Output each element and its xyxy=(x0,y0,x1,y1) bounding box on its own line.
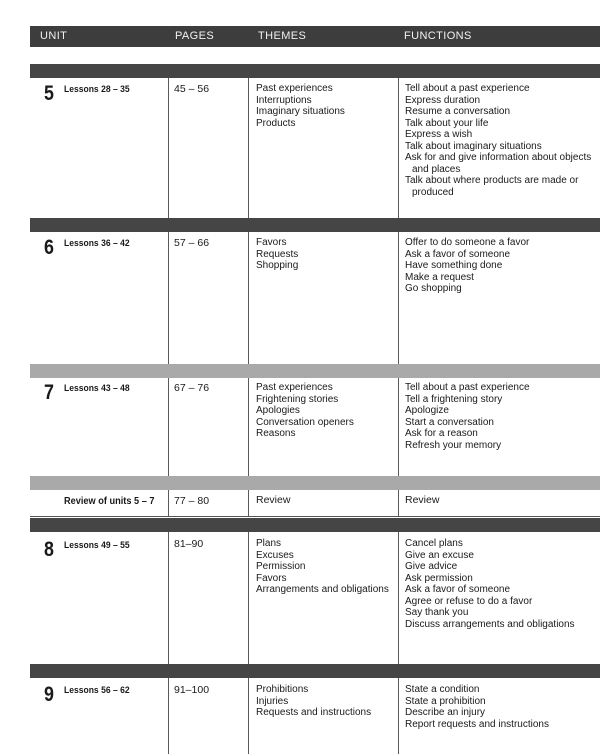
theme-item: Requests and instructions xyxy=(256,707,372,718)
table-header xyxy=(30,26,600,47)
function-item: Express a wish xyxy=(405,129,473,140)
theme-item: Arrangements and obligations xyxy=(256,584,389,595)
divider xyxy=(398,378,399,476)
unit-lessons: Lessons 49 – 55 xyxy=(64,540,130,551)
function-item: Report requests and instructions xyxy=(405,718,549,730)
unit-number: 8 xyxy=(44,538,54,561)
function-item: Cancel plans xyxy=(405,538,463,549)
divider xyxy=(168,232,169,364)
unit-themes xyxy=(256,382,396,440)
function-item: State a prohibition xyxy=(405,695,486,707)
divider xyxy=(168,532,169,664)
unit-7-band xyxy=(30,364,600,378)
function-item: produced xyxy=(412,186,454,198)
unit-lessons: Lessons 43 – 48 xyxy=(64,383,130,394)
divider xyxy=(168,490,169,516)
function-item: Ask for and give information about objects xyxy=(405,152,592,163)
header-unit: UNIT xyxy=(40,30,68,42)
divider xyxy=(398,78,399,218)
function-item: Have something done xyxy=(405,260,503,271)
divider xyxy=(248,378,249,476)
function-item: Discuss arrangements and obligations xyxy=(405,618,575,630)
unit-lessons: Lessons 56 – 62 xyxy=(64,685,130,696)
unit-functions xyxy=(405,237,595,295)
theme-item: Products xyxy=(256,117,296,129)
unit-pages: 57 – 66 xyxy=(174,237,210,249)
function-item: Give an excuse xyxy=(405,549,474,561)
unit-themes xyxy=(256,237,396,272)
unit-number: 9 xyxy=(44,683,54,706)
function-item: Talk about your life xyxy=(405,117,489,129)
header-pages: PAGES xyxy=(175,30,215,42)
function-item: Go shopping xyxy=(405,283,462,294)
unit-pages: 81–90 xyxy=(174,538,204,550)
unit-6-band xyxy=(30,218,600,232)
header-themes: THEMES xyxy=(258,30,307,42)
unit-themes xyxy=(256,538,396,596)
function-item: Tell about a past experience xyxy=(405,382,530,393)
unit-number: 7 xyxy=(44,381,54,404)
function-item: Ask for a reason xyxy=(405,428,478,439)
theme-item: Prohibitions xyxy=(256,684,309,695)
unit-number: 6 xyxy=(44,236,54,259)
function-item: Agree or refuse to do a favor xyxy=(405,595,533,607)
unit-lessons: Lessons 36 – 42 xyxy=(64,238,130,249)
review-band xyxy=(30,476,600,490)
theme-item: Past experiences xyxy=(256,382,333,393)
review-function: Review xyxy=(405,494,440,506)
theme-item: Imaginary situations xyxy=(256,106,345,117)
theme-item: Conversation openers xyxy=(256,416,354,428)
theme-item: Shopping xyxy=(256,260,299,271)
unit-functions xyxy=(405,83,595,198)
function-item: Express duration xyxy=(405,94,481,106)
theme-item: Plans xyxy=(256,538,282,549)
review-label: Review of units 5 – 7 xyxy=(64,496,155,507)
unit-functions xyxy=(405,382,595,451)
function-item: Tell a frightening story xyxy=(405,393,503,405)
divider xyxy=(168,378,169,476)
function-item: Ask a favor of someone xyxy=(405,248,511,260)
unit-pages: 67 – 76 xyxy=(174,382,210,394)
unit-pages: 91–100 xyxy=(174,684,210,696)
unit-functions xyxy=(405,684,595,730)
theme-item: Reasons xyxy=(256,428,296,439)
divider xyxy=(248,78,249,218)
function-item: Describe an injury xyxy=(405,707,486,718)
theme-item: Interruptions xyxy=(256,94,312,106)
function-item: Talk about where products are made or xyxy=(405,175,579,186)
theme-item: Requests xyxy=(256,248,299,260)
divider xyxy=(248,532,249,664)
divider xyxy=(248,232,249,364)
function-item: Say thank you xyxy=(405,607,469,618)
unit-pages: 45 – 56 xyxy=(174,83,210,95)
divider xyxy=(248,678,249,754)
divider xyxy=(398,678,399,754)
function-item: Ask a favor of someone xyxy=(405,584,511,595)
theme-item: Injuries xyxy=(256,695,289,707)
function-item: Tell about a past experience xyxy=(405,83,530,94)
theme-item: Excuses xyxy=(256,549,294,561)
function-item: Talk about imaginary situations xyxy=(405,140,542,152)
unit-5-band xyxy=(30,64,600,78)
divider xyxy=(168,78,169,218)
unit-themes xyxy=(256,684,396,719)
theme-item: Permission xyxy=(256,561,306,572)
function-item: Start a conversation xyxy=(405,416,494,428)
review-pages: 77 – 80 xyxy=(174,495,210,507)
function-item: Make a request xyxy=(405,271,474,283)
function-item: Give advice xyxy=(405,561,458,572)
unit-lessons: Lessons 28 – 35 xyxy=(64,84,130,95)
divider xyxy=(248,490,249,516)
function-item: Offer to do someone a favor xyxy=(405,237,530,248)
function-item: Ask permission xyxy=(405,572,473,584)
divider xyxy=(398,532,399,664)
review-divider xyxy=(30,516,600,517)
divider xyxy=(398,232,399,364)
divider xyxy=(168,678,169,754)
unit-themes xyxy=(256,83,396,129)
function-item: Refresh your memory xyxy=(405,439,502,451)
theme-item: Favors xyxy=(256,572,287,584)
theme-item: Frightening stories xyxy=(256,393,339,405)
theme-item: Past experiences xyxy=(256,83,333,94)
review-theme: Review xyxy=(256,494,291,506)
function-item: and places xyxy=(412,163,461,175)
theme-item: Favors xyxy=(256,237,287,248)
function-item: Resume a conversation xyxy=(405,106,511,117)
function-item: Apologize xyxy=(405,405,449,416)
function-item: State a condition xyxy=(405,684,480,695)
unit-9-band xyxy=(30,664,600,678)
unit-8-band xyxy=(30,518,600,532)
unit-functions xyxy=(405,538,595,630)
divider xyxy=(398,490,399,516)
theme-item: Apologies xyxy=(256,405,300,416)
unit-number: 5 xyxy=(44,82,54,105)
header-functions: FUNCTIONS xyxy=(404,30,472,42)
